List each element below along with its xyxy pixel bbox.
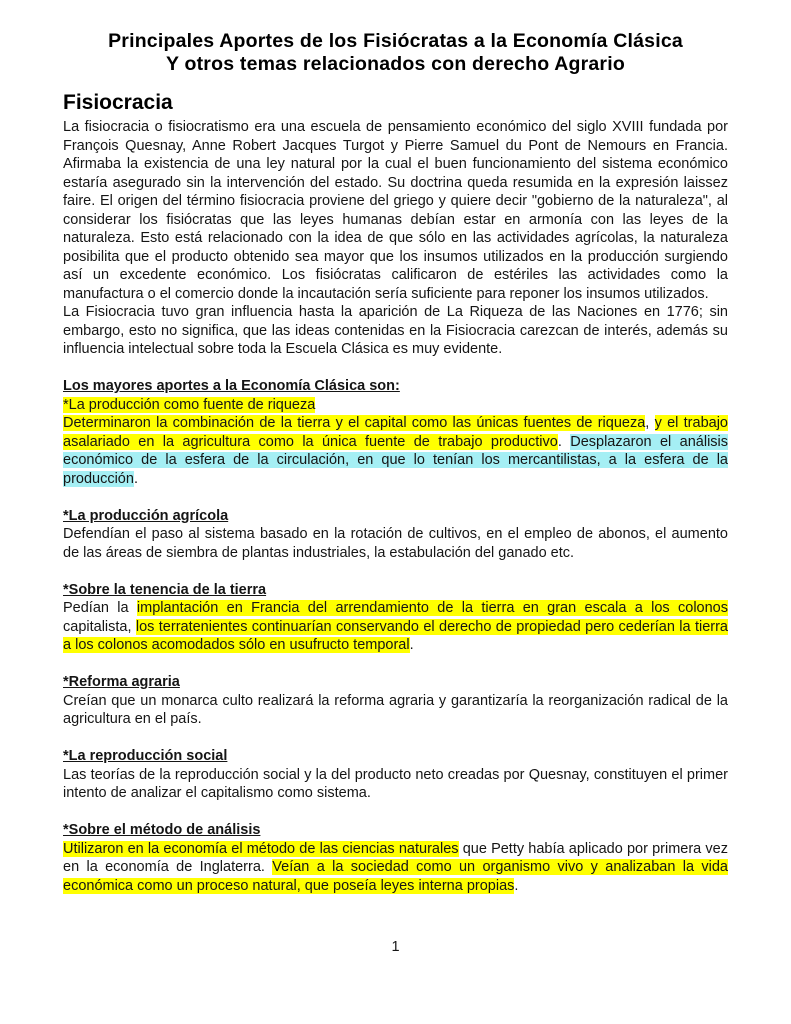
highlight-yellow: implantación en Francia del arrendamiento de la tierra en gran escala a los colonos (136, 600, 728, 616)
highlight-yellow: *La producción como fuente de riqueza (63, 396, 316, 413)
paragraph-reforma-agraria: Creían que un monarca culto realizará la reforma agraria y garantizaría la reorganización radical de la agricultura en el país. (63, 692, 728, 727)
highlight-yellow: los terratenientes continuarían conservando el derecho de propiedad pero cederían la tierra a los colonos acomodados sólo en usufructo temporal (63, 618, 728, 653)
highlight-yellow: Determinaron la combinación de la tierra y el capital como las únicas fuentes de riqueza (63, 415, 646, 431)
document-title (63, 30, 728, 76)
highlight-yellow: y el trabajo asalariado en la agricultura como la única fuente de trabajo productivo (63, 415, 728, 450)
paragraph-fisiocracia-influencia: La Fisiocracia tuvo gran influencia hasta la aparición de La Riqueza de las Naciones en 1776; sin embargo, esto no significa, que las ideas contenidas en la Fisiocracia carezcan de interés, además su influencia intelectual sobre toda la Escuela Clásica es muy evidente. (63, 304, 728, 357)
paragraph-fisiocracia-intro: La fisiocracia o fisiocratismo era una escuela de pensamiento económico del siglo XVIII fundada por François Quesnay, Anne Robert Jacques Turgot y Pierre Samuel du Pont de Nemours en Francia. Afirmaba la existencia de una ley natural por la cual el buen funcionamiento del sistema económico estaría asegurado sin la intervención del estado. Su doctrina queda resumida en la expresión laissez faire. El origen del término fisiocracia proviene del griego y quiere decir "gobierno de la naturaleza", al considerar los fisiócratas que las leyes humanas debían estar en armonía con las leyes de la naturaleza. Esto está relacionado con la idea de que sólo en las actividades agrícolas, la naturaleza posibilita que el producto obtenido sea mayor que los insumos utilizados en la producción surgiendo así un excedente económico. Los fisiócratas calificaron de estériles las actividades como la manufactura o el comercio donde la incautación sería suficiente para reponer los insumos utilizados. (63, 119, 728, 302)
section-heading-reproduccion-social: *La reproducción social (63, 748, 228, 764)
section-heading-mayores-aportes: Los mayores aportes a la Economía Clásica son: (63, 378, 400, 394)
section-heading-produccion-agricola: *La producción agrícola (63, 507, 229, 524)
section-heading-fisiocracia: Fisiocracia (63, 91, 173, 114)
paragraph-metodo-analisis: Utilizaron en la economía el método de las ciencias naturales que Petty había aplicado por primera vez en la economía de Inglaterra. Veían a la sociedad como un organismo vivo y analizaban la vida económica como un proceso natural, que poseía leyes interna propias. (63, 840, 728, 894)
title-line-1: Principales Aportes de los Fisiócratas a la Economía Clásica (108, 30, 683, 52)
section-heading-metodo-analisis: *Sobre el método de análisis (63, 822, 261, 838)
section-heading-reforma-agraria: *Reforma agraria (63, 674, 180, 690)
paragraph-mayores-aportes: Determinaron la combinación de la tierra y el capital como las únicas fuentes de riqueza, y el trabajo asalariado en la agricultura como la única fuente de trabajo productivo. Desplazaron el análisis económico de la esfera de la circulación, en que lo tenían los mercantilistas, a la esfera de la producción. (63, 415, 729, 487)
highlight-yellow: Veían a la sociedad como un organismo vivo y analizaban la vida económica como un proceso natural, que poseía leyes interna propias (63, 859, 728, 894)
highlight-yellow: Utilizaron en la economía el método de las ciencias naturales (63, 840, 459, 857)
page-number: 1 (391, 939, 400, 955)
paragraph-tenencia-tierra: Pedían la implantación en Francia del arrendamiento de la tierra en gran escala a los colonos capitalista, los terratenientes continuarían conservando el derecho de propiedad pero cederían la tierra a los colonos acomodados sólo en usufructo temporal. (63, 600, 728, 653)
paragraph-produccion-agricola: Defendían el paso al sistema basado en la rotación de cultivos, en el empleo de abonos, el aumento de las áreas de siembra de plantas industriales, la estabulación del ganado etc. (63, 526, 728, 561)
subtitle-produccion-fuente-riqueza (63, 396, 728, 415)
highlight-cyan: Desplazaron el análisis económico de la esfera de la circulación, en que lo tenían los mercantilistas, a la esfera de la producción (63, 433, 729, 487)
paragraph-reproduccion-social: Las teorías de la reproducción social y la del producto neto creadas por Quesnay, constituyen el primer intento de analizar el capitalismo como sistema. (63, 766, 728, 801)
section-heading-tenencia-tierra: *Sobre la tenencia de la tierra (63, 581, 267, 598)
title-line-2: Y otros temas relacionados con derecho Agrario (166, 53, 625, 75)
